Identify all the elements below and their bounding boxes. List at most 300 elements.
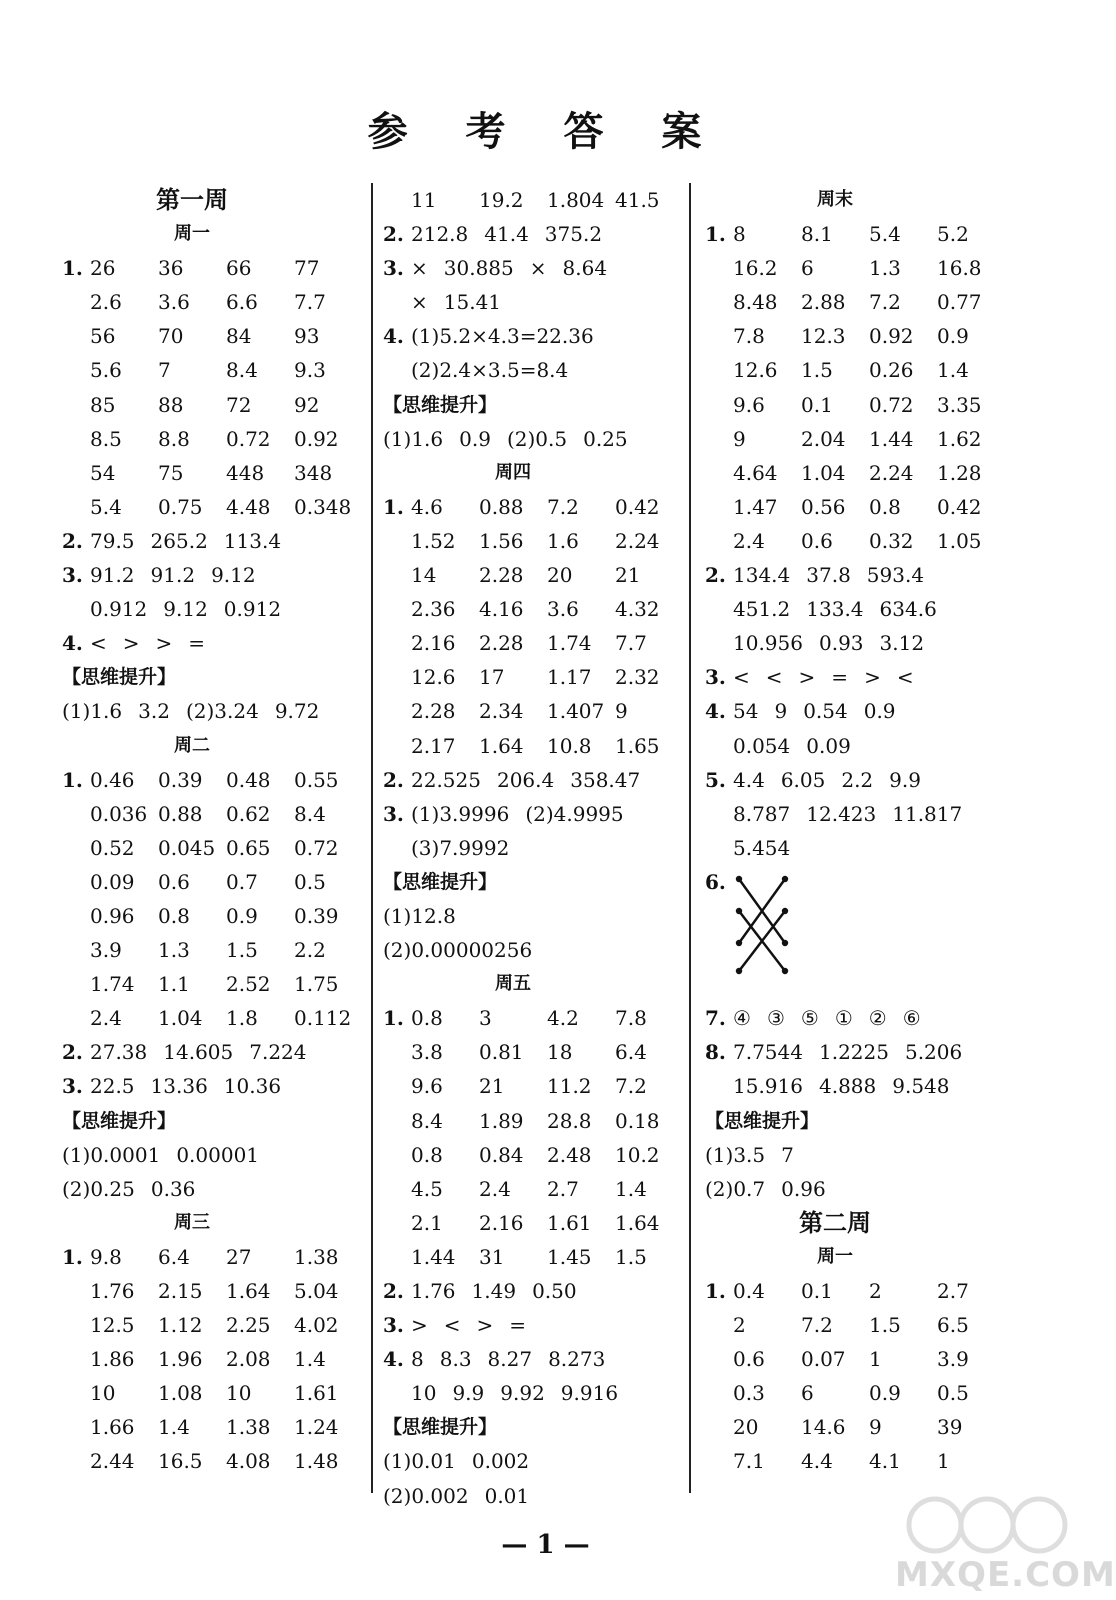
answer-line (62, 1138, 362, 1172)
answer-grid-row (705, 1444, 1005, 1478)
answer-line (705, 1172, 1005, 1206)
answer-grid-row (62, 1444, 362, 1478)
answer-value: 7.8 (615, 1006, 647, 1031)
question-number: 4. (383, 324, 404, 349)
answer-value: 9.8 (90, 1244, 122, 1269)
question-number: 3. (62, 563, 83, 588)
question-number: 2. (383, 767, 404, 792)
answer-grid-row (383, 558, 683, 592)
answer-value: 9.6 (411, 1074, 443, 1099)
answer-value: 1 (937, 1449, 950, 1474)
answer-value: ⑤ (800, 1006, 819, 1031)
answer-value: 0.4 (733, 1279, 765, 1303)
answer-value: 27.38 (90, 1040, 148, 1065)
answer-value: 0.96 (781, 1176, 826, 1201)
answer-grid-row (62, 251, 362, 285)
answer-value: 0.92 (869, 324, 914, 349)
answer-grid-row (383, 524, 683, 558)
answer-value: 7.7 (294, 290, 326, 315)
answer-value: 7.7 (615, 631, 647, 656)
answer-value: 7.2 (547, 494, 579, 519)
answer-value: 1.5 (869, 1313, 901, 1338)
answer-value: 2.44 (90, 1449, 135, 1474)
question-number: 3. (383, 256, 404, 281)
answer-value: 93 (294, 324, 320, 349)
answer-value: < (733, 665, 750, 690)
answer-value: 0.348 (294, 494, 352, 519)
answer-value: 348 (294, 460, 333, 485)
answer-value: 3.2 (138, 699, 170, 724)
answer-value: 2.2 (841, 767, 874, 792)
answer-value: 0.92 (294, 426, 339, 451)
answer-column-3 (705, 183, 1005, 1479)
answer-value: 4.4 (733, 767, 765, 792)
answer-value: 7.2 (869, 290, 901, 315)
day-heading: 周五 (495, 973, 531, 995)
answer-value: 2.4 (733, 528, 765, 553)
answer-value: 0.96 (90, 903, 135, 928)
question-number: 1. (62, 1244, 83, 1269)
answer-value: 0.25 (583, 426, 628, 451)
answer-line (383, 763, 683, 797)
answer-value: 9 (869, 1415, 882, 1440)
answer-line (62, 1172, 362, 1206)
answer-value: 22.5 (90, 1074, 135, 1099)
answer-value: 1.1 (158, 972, 190, 997)
answer-value: 5.4 (90, 494, 122, 519)
answer-value: 30.885 (443, 256, 514, 281)
answer-value: 36 (158, 256, 184, 281)
answer-value: 1.61 (547, 1210, 592, 1235)
answer-value: 20 (547, 563, 573, 588)
day-heading: 周一 (817, 1245, 853, 1267)
answer-grid-row (62, 1410, 362, 1444)
answer-value: 8.4 (294, 801, 326, 826)
answer-value: 70 (158, 324, 184, 349)
answer-value: 2.28 (411, 699, 456, 724)
answer-grid-row (383, 626, 683, 660)
answer-grid-row (383, 183, 683, 217)
answer-value: 4.6 (411, 494, 443, 519)
answer-value: 12.6 (411, 665, 456, 690)
answer-value: 1.28 (937, 460, 982, 485)
answer-value: 26 (90, 256, 116, 281)
answer-value: 91.2 (90, 563, 135, 588)
answer-value: 66 (226, 256, 252, 281)
answer-value: 2.2 (294, 938, 326, 963)
answer-line (705, 1138, 1005, 1172)
answer-grid-row (62, 319, 362, 353)
answer-value: 11.817 (892, 801, 963, 826)
answer-grid-row (62, 1240, 362, 1274)
answer-value: (1)5.2×4.3=22.36 (411, 324, 594, 349)
answer-grid-row (705, 353, 1005, 387)
answer-value: 0.9 (226, 903, 258, 928)
answer-value: (2)0.5 (506, 426, 568, 451)
answer-value: 1.05 (937, 528, 982, 553)
answer-value: 92 (294, 392, 320, 417)
answer-value: 0.045 (158, 835, 216, 860)
answer-grid-row (383, 660, 683, 694)
answer-value: 1.52 (411, 528, 456, 553)
answer-value: (1)3.5 (705, 1142, 766, 1167)
answer-line (62, 626, 362, 660)
answer-line (62, 524, 362, 558)
answer-grid-row (383, 729, 683, 763)
answer-value: 14 (411, 563, 437, 588)
answer-value: 8.8 (158, 426, 190, 451)
answer-line (705, 592, 1005, 626)
answer-value: 16.2 (733, 256, 778, 281)
day-heading: 周末 (817, 189, 853, 210)
answer-value: 2.88 (801, 290, 846, 315)
answer-line (705, 1069, 1005, 1103)
answer-value: 11.2 (547, 1074, 592, 1099)
answer-grid-row (705, 1342, 1005, 1376)
answer-value: 1.6 (547, 528, 579, 553)
answer-value: 0.8 (158, 903, 190, 928)
answer-value: 1.4 (937, 358, 969, 383)
answer-value: > (411, 1313, 428, 1338)
answer-grid-row (62, 456, 362, 490)
answer-value: 0.72 (226, 426, 271, 451)
answer-value: 358.47 (570, 767, 641, 792)
answer-value: 5.4 (869, 222, 901, 247)
answer-value: 4.02 (294, 1313, 339, 1338)
answer-value: 8.48 (733, 290, 778, 315)
answer-value: 1.45 (547, 1244, 592, 1269)
answer-value: 1.17 (547, 665, 592, 690)
answer-value: 4.32 (615, 597, 660, 622)
answer-value: 1.38 (226, 1415, 271, 1440)
answer-value: 1.76 (411, 1279, 456, 1303)
answer-value: < (90, 631, 107, 656)
answer-grid-row (62, 422, 362, 456)
answer-value: ⑥ (902, 1006, 921, 1031)
answer-value: 2.36 (411, 597, 456, 622)
answer-value: 10.36 (223, 1074, 282, 1099)
answer-value: 0.002 (471, 1449, 530, 1474)
answer-value: 2.28 (479, 631, 524, 656)
answer-value: 9.916 (560, 1381, 619, 1406)
answer-value: 14.605 (163, 1040, 234, 1065)
answer-grid-row (62, 388, 362, 422)
answer-value: 0.46 (90, 767, 135, 792)
answer-grid-row (62, 797, 362, 831)
answer-value: 9.6 (733, 392, 765, 417)
answer-value: 84 (226, 324, 252, 349)
watermark-text: MXQE.COM (895, 1555, 1116, 1595)
answer-value: 8 (733, 222, 746, 247)
answer-value: 0.912 (90, 597, 148, 622)
answer-value: 2.04 (801, 426, 846, 451)
answer-value: 0.9 (459, 426, 491, 451)
answer-value: 0.112 (294, 1006, 352, 1031)
answer-line (383, 1376, 683, 1410)
answer-value: 0.912 (223, 597, 282, 622)
answer-value: (1)3.9996 (411, 801, 510, 826)
answer-value: 1.76 (90, 1279, 135, 1303)
answer-grid-row (62, 1274, 362, 1308)
answer-value: 1.4 (158, 1415, 190, 1440)
answer-value: 2.7 (937, 1279, 969, 1303)
question-number: 4. (383, 1347, 404, 1372)
answer-value: 77 (294, 256, 320, 281)
answer-value: < (443, 1313, 461, 1338)
answer-value: 9.3 (294, 358, 326, 383)
answer-value: > (476, 1313, 494, 1338)
answer-value: 134.4 (733, 563, 791, 588)
answer-value: 593.4 (866, 563, 925, 588)
answer-grid-row (705, 251, 1005, 285)
question-number: 4. (62, 631, 83, 656)
answer-value: 9.12 (163, 597, 208, 622)
answer-value: 16.8 (937, 256, 982, 281)
answer-value: 7 (158, 358, 171, 383)
answer-grid-row (62, 1308, 362, 1342)
answer-value: 0.48 (226, 767, 271, 792)
answer-value: 2.4 (90, 1006, 122, 1031)
answer-value: 1.24 (294, 1415, 339, 1440)
answer-value: 10.956 (733, 631, 803, 656)
question-number: 2. (383, 222, 404, 247)
answer-value: 41.4 (484, 222, 529, 247)
answer-value: 8.27 (487, 1347, 533, 1372)
answer-value: (3)7.9992 (411, 835, 510, 860)
answer-line (383, 1342, 683, 1376)
answer-value: 37.8 (806, 563, 851, 588)
answer-value: 9.9 (889, 767, 921, 792)
answer-value: 10 (90, 1381, 116, 1406)
answer-value: 4.48 (226, 494, 271, 519)
answer-value: 2.25 (226, 1313, 271, 1338)
answer-value: 4.4 (801, 1449, 833, 1474)
answer-value: 7.8 (733, 324, 765, 349)
answer-value: 12.5 (90, 1313, 135, 1338)
answer-value: 2.24 (615, 528, 660, 553)
answer-value: 0.18 (615, 1108, 660, 1133)
answer-value: 10.2 (615, 1142, 660, 1167)
answer-grid-row (62, 831, 362, 865)
answer-line (383, 1274, 683, 1308)
answer-value: 0.09 (806, 733, 851, 758)
answer-value: 1.89 (479, 1108, 524, 1133)
answer-value: 113.4 (223, 528, 282, 553)
answer-value: 1.407 (547, 699, 605, 724)
answer-value: 1.8 (226, 1006, 258, 1031)
question-number: 1. (383, 494, 404, 519)
answer-value: 27 (226, 1244, 252, 1269)
question-number: 2. (383, 1279, 404, 1303)
answer-value: 1.96 (158, 1347, 203, 1372)
answer-grid-row (62, 1342, 362, 1376)
answer-line (705, 660, 1005, 694)
answer-value: 2 (869, 1279, 882, 1303)
question-number: 8. (705, 1040, 726, 1065)
answer-value: 0.1 (801, 392, 833, 417)
answer-grid-row (62, 285, 362, 319)
answer-line (62, 558, 362, 592)
spacer-row (705, 933, 1005, 967)
answer-value: 7.224 (249, 1040, 307, 1065)
answer-value: 0.54 (803, 699, 848, 724)
answer-value: 2.16 (411, 631, 456, 656)
answer-value: (2)0.7 (705, 1176, 766, 1201)
answer-value: (2)4.9995 (525, 801, 624, 826)
answer-value: 0.054 (733, 733, 791, 758)
answer-line (383, 217, 683, 251)
answer-grid-row (62, 353, 362, 387)
answer-value: (1)1.6 (62, 699, 123, 724)
answer-value: 1.47 (733, 494, 778, 519)
thinking-heading: 【思维提升】 (62, 1109, 177, 1132)
answer-value: 0.72 (869, 392, 914, 417)
day-heading: 周一 (174, 223, 210, 245)
answer-line (383, 797, 683, 831)
answer-value: 1.5 (801, 358, 833, 383)
answer-value: 85 (90, 392, 116, 417)
answer-value: 3.12 (879, 631, 925, 656)
answer-grid-row (383, 592, 683, 626)
answer-grid-row (62, 1001, 362, 1035)
answer-value: ④ (733, 1006, 751, 1031)
answer-value: (2)0.00000256 (383, 938, 533, 963)
answer-line (383, 422, 683, 456)
answer-value: 2.48 (547, 1142, 592, 1167)
answer-value: 0.3 (733, 1381, 765, 1406)
answer-value: 0.88 (479, 494, 524, 519)
answer-grid-row (62, 933, 362, 967)
question-number: 1. (62, 767, 83, 792)
answer-value: = (831, 665, 849, 690)
answer-grid-row (705, 388, 1005, 422)
answer-value: 9 (733, 426, 746, 451)
question-number: 3. (383, 801, 404, 826)
answer-value: 0.42 (937, 494, 982, 519)
answer-grid-row (383, 1172, 683, 1206)
answer-value: 1.48 (294, 1449, 339, 1474)
answer-value: 4.08 (226, 1449, 271, 1474)
answer-line (705, 1035, 1005, 1069)
question-number: 6. (705, 869, 726, 894)
answer-value: 206.4 (496, 767, 555, 792)
answer-value: 28.8 (547, 1108, 592, 1133)
answer-value: 9.72 (274, 699, 320, 724)
answer-line (383, 285, 683, 319)
answer-value: 9.12 (211, 563, 256, 588)
answer-line (705, 694, 1005, 728)
answer-value: 1.44 (411, 1244, 456, 1269)
answer-grid-row (705, 1376, 1005, 1410)
answer-value: 0.7 (226, 869, 258, 894)
answer-line (705, 763, 1005, 797)
answer-value: (2)2.4×3.5=8.4 (411, 358, 569, 383)
answer-grid-row (705, 285, 1005, 319)
answer-value: 0.39 (158, 767, 203, 792)
answer-value: × (529, 256, 547, 281)
answer-value: 4.64 (733, 460, 778, 485)
answer-value: 451.2 (733, 597, 791, 622)
answer-value: 0.00001 (176, 1142, 260, 1167)
answer-value: 0.50 (532, 1279, 577, 1303)
answer-value: 1.64 (479, 733, 524, 758)
answer-value: 0.5 (937, 1381, 969, 1406)
answer-value: 6.4 (158, 1244, 190, 1269)
answer-value: 15.41 (443, 290, 502, 315)
answer-value: 19.2 (479, 188, 524, 212)
spacer-row (705, 967, 1005, 1001)
answer-value: 0.77 (937, 290, 982, 315)
question-number: 2. (62, 1040, 83, 1065)
answer-value: 1.38 (294, 1244, 339, 1269)
answer-value: 17 (479, 665, 505, 690)
answer-value: 3.6 (158, 290, 190, 315)
answer-value: 3.35 (937, 392, 982, 417)
answer-grid-row (383, 1104, 683, 1138)
answer-value: 0.8 (411, 1006, 443, 1031)
day-heading: 周二 (174, 734, 210, 756)
answer-value: 2.17 (411, 733, 456, 758)
answer-grid-row (62, 1376, 362, 1410)
answer-value: 0.6 (733, 1347, 765, 1372)
answer-value: 6 (801, 256, 814, 281)
answer-grid-row (62, 967, 362, 1001)
answer-value: 75 (158, 460, 184, 485)
answer-value: 10 (411, 1381, 437, 1406)
answer-value: 1.56 (479, 528, 524, 553)
answer-value: 1.61 (294, 1381, 339, 1406)
answer-value: 0.01 (484, 1483, 530, 1508)
answer-value: 91.2 (150, 563, 196, 588)
answer-value: ① (834, 1006, 853, 1031)
answer-value: 12.6 (733, 358, 778, 383)
answer-value: 1.04 (158, 1006, 203, 1031)
answer-value: 0.07 (801, 1347, 846, 1372)
answer-grid-row (383, 694, 683, 728)
answer-value: > (155, 631, 173, 656)
answer-value: 15.916 (733, 1074, 803, 1099)
answer-value: 0.1 (801, 1279, 833, 1303)
answer-value: 8 (411, 1347, 424, 1372)
answer-value: 8.4 (226, 358, 258, 383)
page-number: — 1 — (501, 1530, 590, 1560)
answer-value: 448 (226, 460, 265, 485)
answer-value: 2.16 (479, 1210, 524, 1235)
answer-column-2 (383, 183, 683, 1513)
answer-value: 5.2 (937, 222, 969, 247)
answer-value: 16.5 (158, 1449, 203, 1474)
answer-value: < (896, 665, 914, 690)
answer-line (383, 933, 683, 967)
answer-value: 72 (226, 392, 252, 417)
answer-value: 0.32 (869, 528, 914, 553)
answer-value: 1.74 (547, 631, 592, 656)
matching-dot (782, 876, 788, 882)
answer-value: 212.8 (411, 222, 469, 247)
question-number: 3. (62, 1074, 83, 1099)
answer-value: ③ (766, 1006, 785, 1031)
question-number: 5. (705, 767, 726, 792)
question-number: 2. (705, 563, 726, 588)
answer-grid-row (705, 319, 1005, 353)
answer-value: 1.5 (226, 938, 258, 963)
answer-value: 6.5 (937, 1313, 969, 1338)
answer-grid-row (705, 456, 1005, 490)
answer-value: 2.24 (869, 460, 914, 485)
answer-value: (1)12.8 (383, 903, 456, 928)
answer-value: 5.6 (90, 358, 122, 383)
answer-value: 2.6 (90, 290, 122, 315)
